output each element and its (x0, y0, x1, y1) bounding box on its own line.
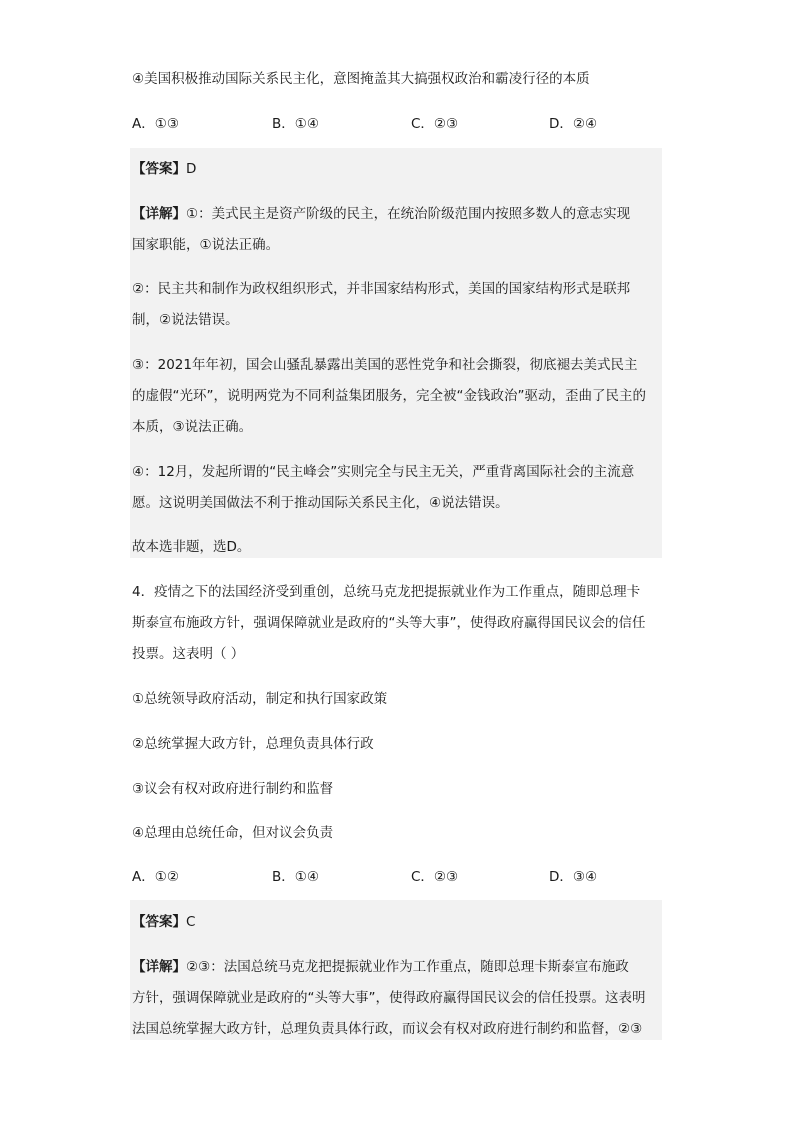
option-c: C．②③ (411, 869, 459, 885)
answer-tag: 【答案】 (132, 914, 186, 930)
explain-tag: 【详解】 (132, 959, 186, 975)
explain-line-8: ④：12月，发起所谓的“民主峰会”实则完全与民主无关，严重背离国际社会的主流意 (132, 464, 635, 480)
question-4-stem-1: 4．疫情之下的法国经济受到重创，总统马克龙把提振就业作为工作重点，随即总理卡 (132, 584, 641, 600)
option-d: D．②④ (549, 116, 598, 132)
answer-line-q3 (132, 157, 196, 177)
statement-4-q4: ④总理由总统任命，但对议会负责 (132, 825, 334, 841)
statement-4-q3: ④美国积极推动国际关系民主化，意图掩盖其大搞强权政治和霸凌行径的本质 (132, 71, 590, 87)
explain-line-5: ③：2021年年初，国会山骚乱暴露出美国的恶性党争和社会撕裂，彻底褪去美式民主 (132, 357, 638, 373)
explain-text: ①：美式民主是资产阶级的民主，在统治阶级范围内按照多数人的意志实现 (186, 206, 631, 222)
explain-line-9: 愿。这说明美国做法不利于推动国际关系民主化，④说法错误。 (132, 495, 509, 511)
explain-line-1 (132, 202, 630, 222)
q4-explain-line-1 (132, 955, 629, 975)
answer-value: C (186, 914, 196, 930)
explain-line-7: 本质，③说法正确。 (132, 419, 253, 435)
question-4-stem-3: 投票。这表明（ ） (132, 646, 245, 662)
answer-line-q4 (132, 910, 195, 930)
explain-line-2: 国家职能，①说法正确。 (132, 237, 280, 253)
explain-line-6: 的虚假“光环”，说明两党为不同利益集团服务，完全被“金钱政治”驱动，歪曲了民主的 (132, 388, 646, 404)
q4-explain-line-3: 法国总统掌握大政方针，总理负责具体行政，而议会有权对政府进行制约和监督，②③ (132, 1021, 643, 1037)
option-c: C．②③ (411, 116, 459, 132)
answer-tag: 【答案】 (132, 161, 186, 177)
statement-1-q4: ①总统领导政府活动，制定和执行国家政策 (132, 691, 388, 707)
explain-text: ②③：法国总统马克龙把提振就业作为工作重点，随即总理卡斯泰宣布施政 (186, 959, 629, 975)
q4-explain-line-2: 方针，强调保障就业是政府的“头等大事”，使得政府赢得国民议会的信任投票。这表明 (132, 990, 646, 1006)
option-b: B．①④ (272, 869, 319, 885)
statement-2-q4: ②总统掌握大政方针，总理负责具体行政 (132, 736, 374, 752)
option-a: A．①③ (132, 116, 179, 132)
option-d: D．③④ (549, 869, 598, 885)
statement-3-q4: ③议会有权对政府进行制约和监督 (132, 781, 334, 797)
explain-line-4: 制，②说法错误。 (132, 312, 239, 328)
explain-conclusion: 故本选非题，选D。 (132, 539, 251, 555)
option-a: A．①② (132, 869, 179, 885)
question-4-stem-2: 斯泰宣布施政方针，强调保障就业是政府的“头等大事”，使得政府赢得国民议会的信任 (132, 615, 646, 631)
option-b: B．①④ (272, 116, 319, 132)
explain-tag: 【详解】 (132, 206, 186, 222)
answer-value: D (186, 161, 197, 177)
explain-line-3: ②：民主共和制作为政权组织形式，并非国家结构形式，美国的国家结构形式是联邦 (132, 281, 631, 297)
